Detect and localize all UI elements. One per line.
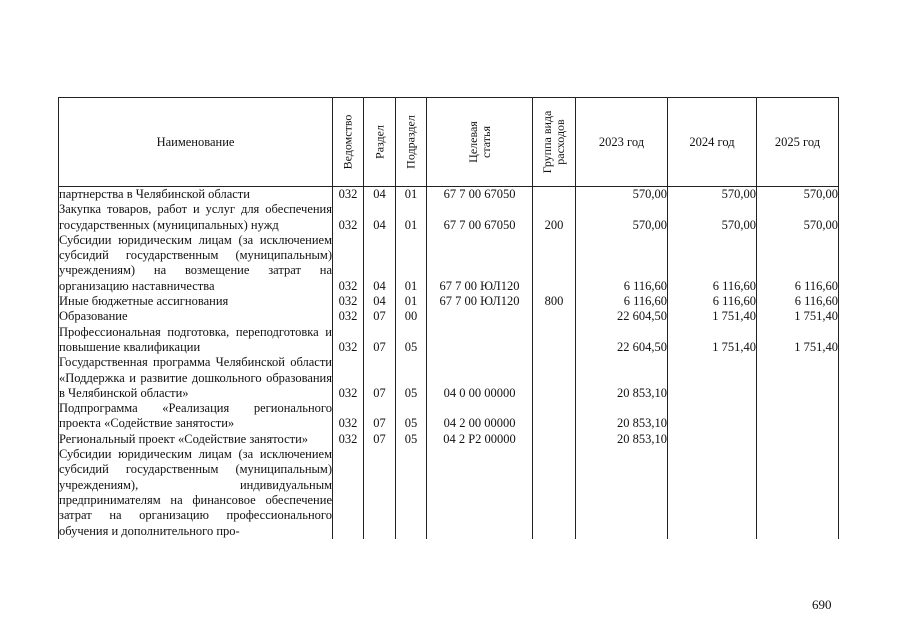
- row-subsection: 01: [396, 233, 427, 294]
- header-dept: Ведомство: [333, 98, 364, 187]
- table-row: [59, 309, 839, 324]
- row-group: [533, 432, 576, 447]
- row-2024: [668, 447, 757, 539]
- row-group: [533, 355, 576, 401]
- row-target: 04 2 P2 00000: [427, 432, 533, 447]
- row-section: 07: [364, 355, 396, 401]
- row-section: 04: [364, 233, 396, 294]
- table-row: [59, 447, 839, 539]
- row-target: 67 7 00 ЮЛ120: [427, 233, 533, 294]
- header-section: Раздел: [364, 98, 396, 187]
- header-2024: 2024 год: [668, 98, 757, 187]
- row-dept: [333, 447, 364, 539]
- table-row: [59, 432, 839, 447]
- row-2024: 1 751,40: [668, 325, 757, 356]
- row-target: [427, 447, 533, 539]
- row-2025: 570,00: [757, 187, 839, 203]
- row-name: Государственная программа Челябинской области «Поддержка и развитие дошкольного образования в Челябинской области»: [59, 355, 332, 400]
- row-2023: 22 604,50: [576, 309, 668, 324]
- row-section: 07: [364, 325, 396, 356]
- row-target: [427, 325, 533, 356]
- row-group: [533, 233, 576, 294]
- row-name: Образование: [59, 309, 333, 324]
- row-2024: 6 116,60: [668, 294, 757, 309]
- row-subsection: 05: [396, 432, 427, 447]
- row-subsection: 01: [396, 294, 427, 309]
- header-2025: 2025 год: [757, 98, 839, 187]
- table-row: [59, 355, 839, 401]
- row-subsection: 00: [396, 309, 427, 324]
- row-2023: 6 116,60: [576, 233, 668, 294]
- row-group: 200: [533, 202, 576, 233]
- row-section: 07: [364, 309, 396, 324]
- row-2025: [757, 447, 839, 539]
- row-2025: 6 116,60: [757, 294, 839, 309]
- row-subsection: 05: [396, 401, 427, 432]
- table-row: [59, 294, 839, 309]
- row-2023: 570,00: [576, 187, 668, 203]
- row-group: [533, 309, 576, 324]
- row-group: 800: [533, 294, 576, 309]
- row-name: Профессиональная подготовка, переподготовка и повышение квалификации: [59, 324, 332, 354]
- header-2023: 2023 год: [576, 98, 668, 187]
- row-2023: 22 604,50: [576, 325, 668, 356]
- row-name: партнерства в Челябинской области: [59, 187, 333, 203]
- row-name: Субсидии юридическим лицам (за исключением субсидий государственным (муниципальным) учреждениям) на возмещение затрат на организацию наставничества: [59, 232, 332, 293]
- row-2025: 1 751,40: [757, 309, 839, 324]
- row-2025: 1 751,40: [757, 325, 839, 356]
- row-dept: 032: [333, 309, 364, 324]
- table-row: [59, 187, 839, 203]
- row-name: Закупка товаров, работ и услуг для обеспечения государственных (муниципальных) нужд: [59, 202, 332, 232]
- row-target: 67 7 00 67050: [427, 187, 533, 203]
- row-2025: [757, 401, 839, 432]
- row-2025: [757, 355, 839, 401]
- row-2024: [668, 355, 757, 401]
- row-2023: 6 116,60: [576, 294, 668, 309]
- row-dept: 032: [333, 401, 364, 432]
- header-expense-group: Группа вида расходов: [533, 98, 576, 187]
- row-section: [364, 447, 396, 539]
- table-row: [59, 233, 839, 294]
- row-2024: 6 116,60: [668, 233, 757, 294]
- row-name: Региональный проект «Содействие занятости»: [59, 432, 333, 447]
- row-subsection: 01: [396, 202, 427, 233]
- row-section: 04: [364, 294, 396, 309]
- row-2023: [576, 447, 668, 539]
- row-subsection: 01: [396, 187, 427, 203]
- row-section: 07: [364, 432, 396, 447]
- header-name: Наименование: [59, 98, 333, 187]
- row-target: 04 0 00 00000: [427, 355, 533, 401]
- row-2025: [757, 432, 839, 447]
- row-subsection: [396, 447, 427, 539]
- row-2024: 570,00: [668, 187, 757, 203]
- header-subsection: Подраздел: [396, 98, 427, 187]
- row-2023: 20 853,10: [576, 432, 668, 447]
- row-2024: [668, 401, 757, 432]
- row-name: Иные бюджетные ассигнования: [59, 294, 333, 309]
- table-header-row: [59, 98, 839, 187]
- table-row: [59, 325, 839, 356]
- row-target: [427, 309, 533, 324]
- row-target: 67 7 00 ЮЛ120: [427, 294, 533, 309]
- row-dept: 032: [333, 325, 364, 356]
- budget-table: [58, 97, 839, 539]
- row-dept: 032: [333, 432, 364, 447]
- row-group: [533, 447, 576, 539]
- row-2024: 570,00: [668, 202, 757, 233]
- row-dept: 032: [333, 355, 364, 401]
- row-subsection: 05: [396, 325, 427, 356]
- row-2023: 20 853,10: [576, 355, 668, 401]
- row-group: [533, 325, 576, 356]
- row-section: 04: [364, 202, 396, 233]
- row-group: [533, 401, 576, 432]
- table-row: [59, 401, 839, 432]
- row-section: 04: [364, 187, 396, 203]
- row-2024: 1 751,40: [668, 309, 757, 324]
- header-target: Целевая статья: [427, 98, 533, 187]
- row-target: 67 7 00 67050: [427, 202, 533, 233]
- row-2023: 20 853,10: [576, 401, 668, 432]
- row-2025: 570,00: [757, 202, 839, 233]
- row-section: 07: [364, 401, 396, 432]
- row-dept: 032: [333, 187, 364, 203]
- row-dept: 032: [333, 294, 364, 309]
- row-group: [533, 187, 576, 203]
- page-number: 690: [812, 597, 832, 612]
- row-name: Субсидии юридическим лицам (за исключением субсидий государственным (муниципальным) учреждениям), индивидуальным предпринимателям на финансовое обеспечение затрат на организацию профессионального обучения и дополнительного про-: [59, 447, 332, 538]
- row-dept: 032: [333, 202, 364, 233]
- row-subsection: 05: [396, 355, 427, 401]
- row-2023: 570,00: [576, 202, 668, 233]
- row-name: Подпрограмма «Реализация регионального проекта «Содействие занятости»: [59, 401, 332, 431]
- row-2025: 6 116,60: [757, 233, 839, 294]
- row-dept: 032: [333, 233, 364, 294]
- row-2024: [668, 432, 757, 447]
- table-row: [59, 202, 839, 233]
- row-target: 04 2 00 00000: [427, 401, 533, 432]
